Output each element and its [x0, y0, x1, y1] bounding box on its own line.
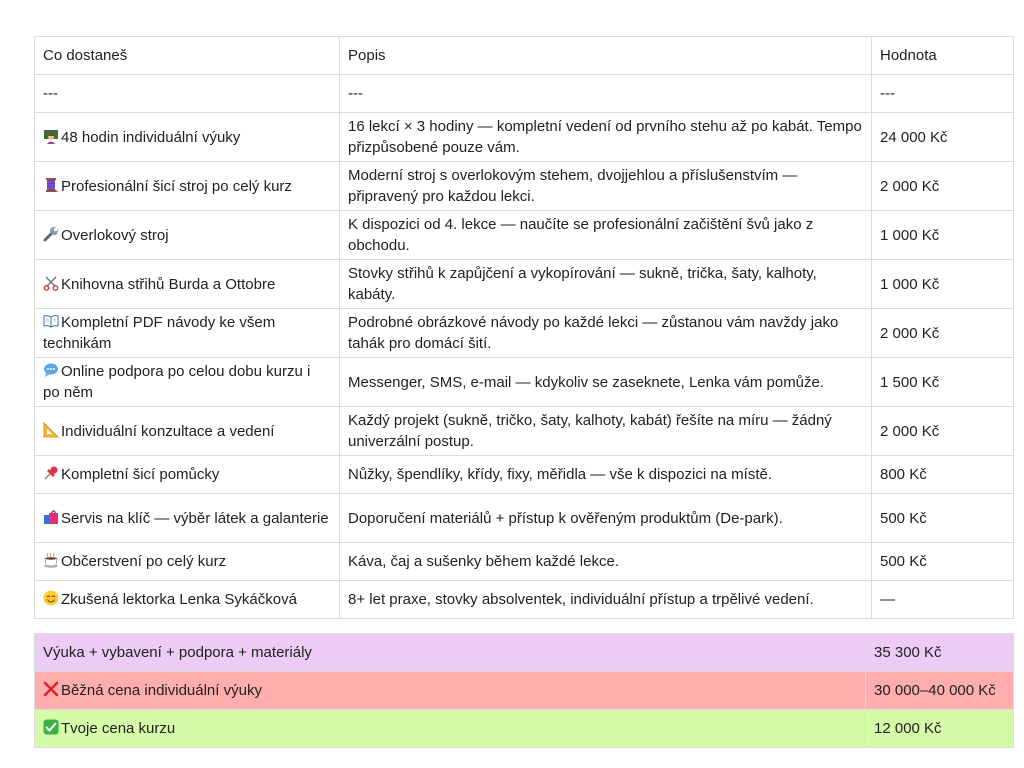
- item-cell: [35, 211, 340, 260]
- summary-label: Výuka + vybavení + podpora + materiály: [35, 634, 866, 672]
- table-row: [35, 581, 1014, 619]
- value-cell: 1 000 Kč: [872, 211, 1014, 260]
- item-cell: [35, 162, 340, 211]
- scissors-icon: [43, 275, 59, 291]
- hot-beverage-icon: [43, 552, 59, 568]
- summary-label: Běžná cena individuální výuky: [61, 682, 262, 699]
- separator-cell: ---: [340, 75, 872, 113]
- summary-row-your-price: [35, 710, 1014, 748]
- item-label: Kompletní PDF návody ke všem technikám: [43, 314, 276, 352]
- separator-cell: ---: [872, 75, 1014, 113]
- item-cell: [35, 260, 340, 309]
- table-row: [35, 494, 1014, 543]
- header-item: Co dostaneš: [35, 37, 340, 75]
- description-cell: Messenger, SMS, e-mail — kdykoliv se zaseknete, Lenka vám pomůže.: [340, 358, 872, 407]
- value-cell: 1 500 Kč: [872, 358, 1014, 407]
- item-label: Profesionální šicí stroj po celý kurz: [61, 177, 292, 195]
- description-cell: Káva, čaj a sušenky během každé lekce.: [340, 543, 872, 581]
- green-check-icon: [43, 719, 59, 735]
- description-cell: Stovky střihů k zapůjčení a vykopírování — sukně, trička, šaty, kalhoty, kabáty.: [340, 260, 872, 309]
- pushpin-icon: [43, 465, 59, 481]
- value-cell: 1 000 Kč: [872, 260, 1014, 309]
- shopping-bags-icon: [43, 509, 59, 525]
- thread-spool-icon: [43, 177, 59, 193]
- summary-label-cell: [35, 672, 866, 710]
- red-cross-icon: [43, 681, 59, 697]
- item-cell: [35, 358, 340, 407]
- item-label: Overlokový stroj: [61, 226, 169, 244]
- summary-value: 35 300 Kč: [866, 634, 1014, 672]
- item-cell: [35, 407, 340, 456]
- value-cell: 800 Kč: [872, 456, 1014, 494]
- offer-table: [34, 36, 1014, 619]
- summary-label: Tvoje cena kurzu: [61, 720, 176, 737]
- description-cell: Podrobné obrázkové návody po každé lekci — zůstanou vám navždy jako tahák pro domácí šití.: [340, 309, 872, 358]
- value-cell: 500 Kč: [872, 494, 1014, 543]
- value-cell: 2 000 Kč: [872, 162, 1014, 211]
- description-cell: Moderní stroj s overlokovým stehem, dvojjehlou a příslušenstvím — připravený pro každou lekci.: [340, 162, 872, 211]
- summary-row-regular-price: [35, 672, 1014, 710]
- teacher-icon: [43, 128, 59, 144]
- table-row: [35, 407, 1014, 456]
- item-cell: [35, 309, 340, 358]
- item-label: Servis na klíč — výběr látek a galanterie: [61, 509, 329, 527]
- value-cell: 2 000 Kč: [872, 407, 1014, 456]
- item-label: Kompletní šicí pomůcky: [61, 466, 220, 483]
- header-value: Hodnota: [872, 37, 1014, 75]
- table-row: [35, 358, 1014, 407]
- item-cell: [35, 581, 340, 619]
- summary-row-total-value: [35, 634, 1014, 672]
- description-cell: K dispozici od 4. lekce — naučíte se profesionální začištění švů jako z obchodu.: [340, 211, 872, 260]
- description-cell: 8+ let praxe, stovky absolventek, individuální přístup a trpělivé vedení.: [340, 581, 872, 619]
- wrench-icon: [43, 226, 59, 242]
- separator-cell: ---: [35, 75, 340, 113]
- description-cell: Nůžky, špendlíky, křídy, fixy, měřidla — vše k dispozici na místě.: [340, 456, 872, 494]
- table-row: [35, 456, 1014, 494]
- item-cell: [35, 456, 340, 494]
- summary-value: 12 000 Kč: [866, 710, 1014, 748]
- value-cell: 24 000 Kč: [872, 113, 1014, 162]
- table-row: [35, 113, 1014, 162]
- item-label: Individuální konzultace a vedení: [61, 422, 275, 440]
- value-cell: —: [872, 581, 1014, 619]
- summary-value: 30 000–40 000 Kč: [866, 672, 1014, 710]
- open-book-icon: [43, 313, 59, 329]
- table-row: [35, 260, 1014, 309]
- separator-row: [35, 75, 1014, 113]
- value-cell: 500 Kč: [872, 543, 1014, 581]
- triangular-ruler-icon: [43, 422, 59, 438]
- header-description: Popis: [340, 37, 872, 75]
- item-label: Občerstvení po celý kurz: [61, 553, 227, 570]
- description-cell: Každý projekt (sukně, tričko, šaty, kalhoty, kabát) řešíte na míru — žádný univerzální postup.: [340, 407, 872, 456]
- table-header-row: [35, 37, 1014, 75]
- speech-bubble-icon: [43, 362, 59, 378]
- item-label: Knihovna střihů Burda a Ottobre: [61, 275, 276, 293]
- item-cell: [35, 543, 340, 581]
- summary-label-cell: [35, 710, 866, 748]
- table-row: [35, 211, 1014, 260]
- item-label: 48 hodin individuální výuky: [61, 128, 241, 146]
- table-row: [35, 162, 1014, 211]
- item-cell: [35, 494, 340, 543]
- table-row: [35, 309, 1014, 358]
- item-label: Online podpora po celou dobu kurzu i po něm: [43, 363, 311, 401]
- price-summary-table: [34, 633, 1014, 748]
- description-cell: Doporučení materiálů + přístup k ověřeným produktům (De-park).: [340, 494, 872, 543]
- smiling-face-icon: [43, 590, 59, 606]
- item-cell: [35, 113, 340, 162]
- description-cell: 16 lekcí × 3 hodiny — kompletní vedení od prvního stehu až po kabát. Tempo přizpůsobené pouze vám.: [340, 113, 872, 162]
- table-row: [35, 543, 1014, 581]
- value-cell: 2 000 Kč: [872, 309, 1014, 358]
- item-label: Zkušená lektorka Lenka Sykáčková: [61, 591, 297, 608]
